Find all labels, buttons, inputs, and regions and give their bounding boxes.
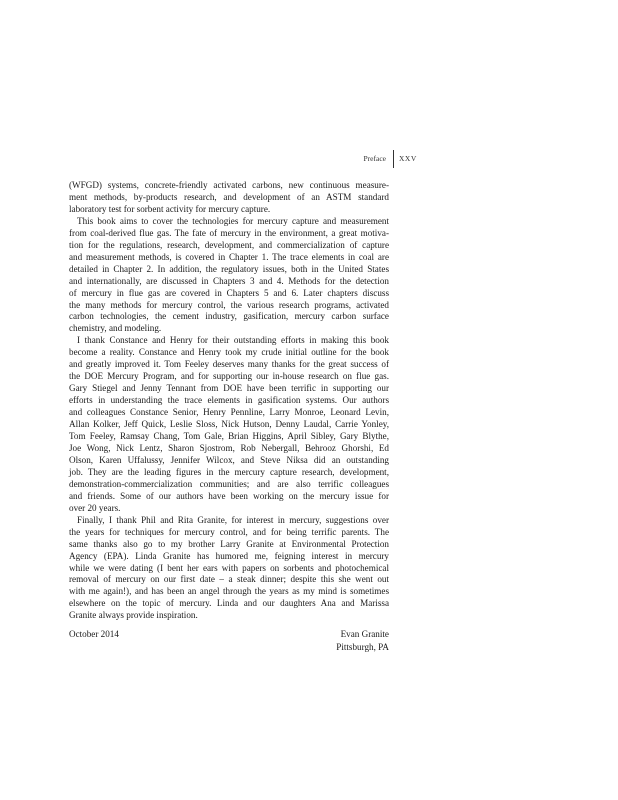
text-line: and greatly improved it. Tom Feeley deserves many thanks for the great success of: [69, 359, 389, 370]
text-line: the DOE Mercury Program, and for supporting our in-house research on flue gas.: [69, 371, 389, 382]
text-line: the many methods for mercury control, the various research programs, activated: [69, 299, 389, 310]
text-line: Joe Wong, Nick Lentz, Sharon Sjostrom, Rob Nebergall, Behrooz Ghorshi, Ed: [69, 442, 389, 453]
text-line: Agency (EPA). Linda Granite has humored me, feigning interest in mercury: [69, 550, 389, 561]
text-line: Finally, I thank Phil and Rita Granite, for interest in mercury, suggestions over: [77, 514, 389, 525]
paragraph-3: [69, 335, 389, 514]
text-line: This book aims to cover the technologies for mercury capture and measurement: [77, 215, 389, 226]
paragraph-1: [69, 180, 389, 216]
text-line: I thank Constance and Henry for their outstanding efforts in making this book: [77, 335, 389, 346]
text-line: detailed in Chapter 2. In addition, the regulatory issues, both in the United States: [69, 263, 389, 274]
author-location: Pittsburgh, PA: [336, 641, 389, 652]
text-line: over 20 years.: [69, 502, 121, 513]
text-line: Tom Feeley, Ramsay Chang, Tom Gale, Brian Higgins, April Sibley, Gary Blythe,: [69, 431, 389, 442]
text-line: from coal-derived flue gas. The fate of mercury in the environment, a great motiva-: [69, 227, 389, 238]
text-line: and friends. Some of our authors have been working on the mercury issue for: [69, 490, 389, 501]
text-line: and colleagues Constance Senior, Henry Pennline, Larry Monroe, Leonard Levin,: [69, 407, 389, 418]
paragraph-2: [69, 216, 389, 336]
header-section-title: Preface: [363, 154, 386, 163]
text-line: Allan Kolker, Jeff Quick, Leslie Sloss, Nick Hutson, Denny Laudal, Carrie Yonley,: [69, 419, 389, 430]
text-line: and internationally, are discussed in Chapters 3 and 4. Methods for the detection: [69, 275, 389, 286]
text-line: the years for techniques for mercury control, and for being terrific parents. The: [69, 526, 389, 537]
text-line: chemistry, and modeling.: [69, 323, 162, 334]
text-line: Olson, Karen Uffalussy, Jennifer Wilcox, and Steve Niksa did an outstanding: [69, 454, 389, 465]
text-line: Gary Stiegel and Jenny Tennant from DOE have been terrific in supporting our: [69, 383, 389, 394]
text-line: tion for the regulations, research, development, and commercialization of capture: [69, 239, 389, 250]
text-line: while we were dating (I bent her ears with papers on sorbents and photochemical: [69, 562, 389, 573]
page-number: XXV: [399, 154, 417, 163]
text-line: become a reality. Constance and Henry took my crude initial outline for the book: [69, 347, 389, 358]
running-header: [0, 150, 618, 170]
text-line: laboratory test for sorbent activity for mercury capture.: [69, 203, 271, 214]
text-line: elsewhere on the topic of mercury. Linda and our daughters Ana and Marissa: [69, 598, 389, 609]
text-line: (WFGD) systems, concrete-friendly activated carbons, new continuous measure-: [69, 180, 389, 190]
text-line: Granite always provide inspiration.: [69, 610, 198, 621]
text-line: carbon technologies, the cement industry, gasification, mercury carbon surface: [69, 311, 389, 322]
header-divider: [393, 150, 394, 168]
preface-body: [69, 180, 389, 622]
text-line: same thanks also go to my brother Larry Granite at Environmental Protection: [69, 538, 389, 549]
text-line: and measurement methods, is covered in Chapter 1. The trace elements in coal are: [69, 251, 389, 262]
text-line: of mercury in flue gas are covered in Chapters 5 and 6. Later chapters discuss: [69, 287, 389, 298]
text-line: demonstration-commercialization communities; and are also terrific colleagues: [69, 478, 389, 489]
text-line: removal of mercury on our first date – a steak dinner; despite this she went out: [69, 574, 389, 585]
signature-block: [336, 628, 389, 653]
paragraph-4: [69, 515, 389, 623]
text-line: with me again!), and has been an angel through the years as my mind is sometimes: [69, 586, 389, 597]
author-name: Evan Granite: [340, 629, 389, 639]
text-line: job. They are the leading figures in the mercury capture research, development,: [69, 466, 389, 477]
text-line: ment methods, by-products research, and development of an ASTM standard: [69, 191, 389, 202]
signoff-date: October 2014: [69, 629, 119, 639]
text-line: efforts in understanding the trace elements in gasification systems. Our authors: [69, 395, 389, 406]
